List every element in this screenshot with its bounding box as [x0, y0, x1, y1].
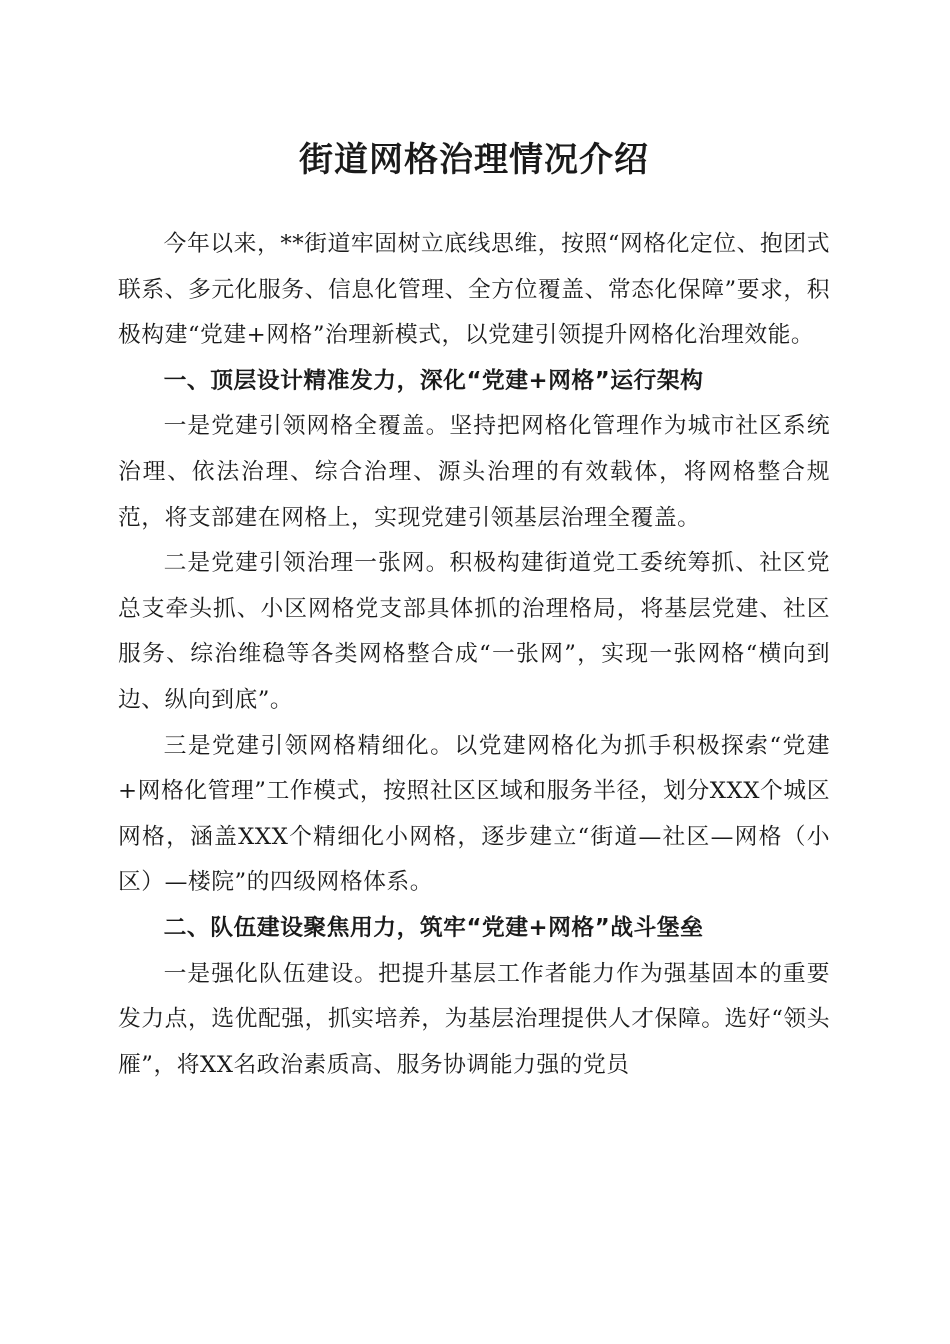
item-text: 以党建网格化为抓手积极探索“党建+网格化管理”工作模式，按照社区区域和服务半径，划分XXX个城区网格，涵盖XXX个精细化小网格，逐步建立“街道—社区—网格（小区）—楼院”的四级网格体系。 [118, 732, 831, 896]
section-heading: 一、顶层设计精准发力，深化“党建+网格”运行架构 [163, 367, 704, 394]
section-heading: 二、队伍建设聚焦用力，筑牢“党建+网格”战斗堡垒 [163, 914, 704, 941]
intro-paragraph: 今年以来，**街道牢固树立底线思维，按照“网格化定位、抱团式联系、多元化服务、信息化管理、全方位覆盖、常态化保障”要求，积极构建“党建+网格”治理新模式，以党建引领提升网格化治理效能。 [118, 231, 830, 349]
item-lead: 一是党建引领网格全覆盖。 [163, 413, 450, 440]
item-lead: 一是强化队伍建设。 [163, 960, 378, 987]
section-1-item-2 [118, 541, 830, 723]
document-body [118, 222, 830, 1088]
section-1 [118, 359, 830, 906]
item-text: 把提升基层工作者能力作为强基固本的重要发力点，选优配强，抓实培养，为基层治理提供人才保障。选好“领头雁”，将XX名政治素质高、服务协调能力强的党员 [118, 960, 831, 1078]
document-page [118, 130, 830, 1088]
section-2-item-1 [118, 952, 830, 1089]
item-lead: 二是党建引领治理一张网。 [163, 550, 450, 577]
document-title: 街道网格治理情况介绍 [299, 140, 649, 180]
item-text: 积极构建街道党工委统筹抓、社区党总支牵头抓、小区网格党支部具体抓的治理格局，将基层党建、社区服务、综治维稳等各类网格整合成“一张网”，实现一张网格“横向到边、纵向到底”。 [118, 550, 831, 713]
item-lead: 三是党建引领网格精细化。 [163, 732, 455, 759]
section-1-item-3 [118, 724, 830, 906]
section-2 [118, 906, 830, 1088]
item-text: 坚持把网格化管理作为城市社区系统治理、依法治理、综合治理、源头治理的有效载体，将网格整合规范，将支部建在网格上，实现党建引领基层治理全覆盖。 [118, 413, 831, 531]
section-1-item-1 [118, 404, 830, 541]
